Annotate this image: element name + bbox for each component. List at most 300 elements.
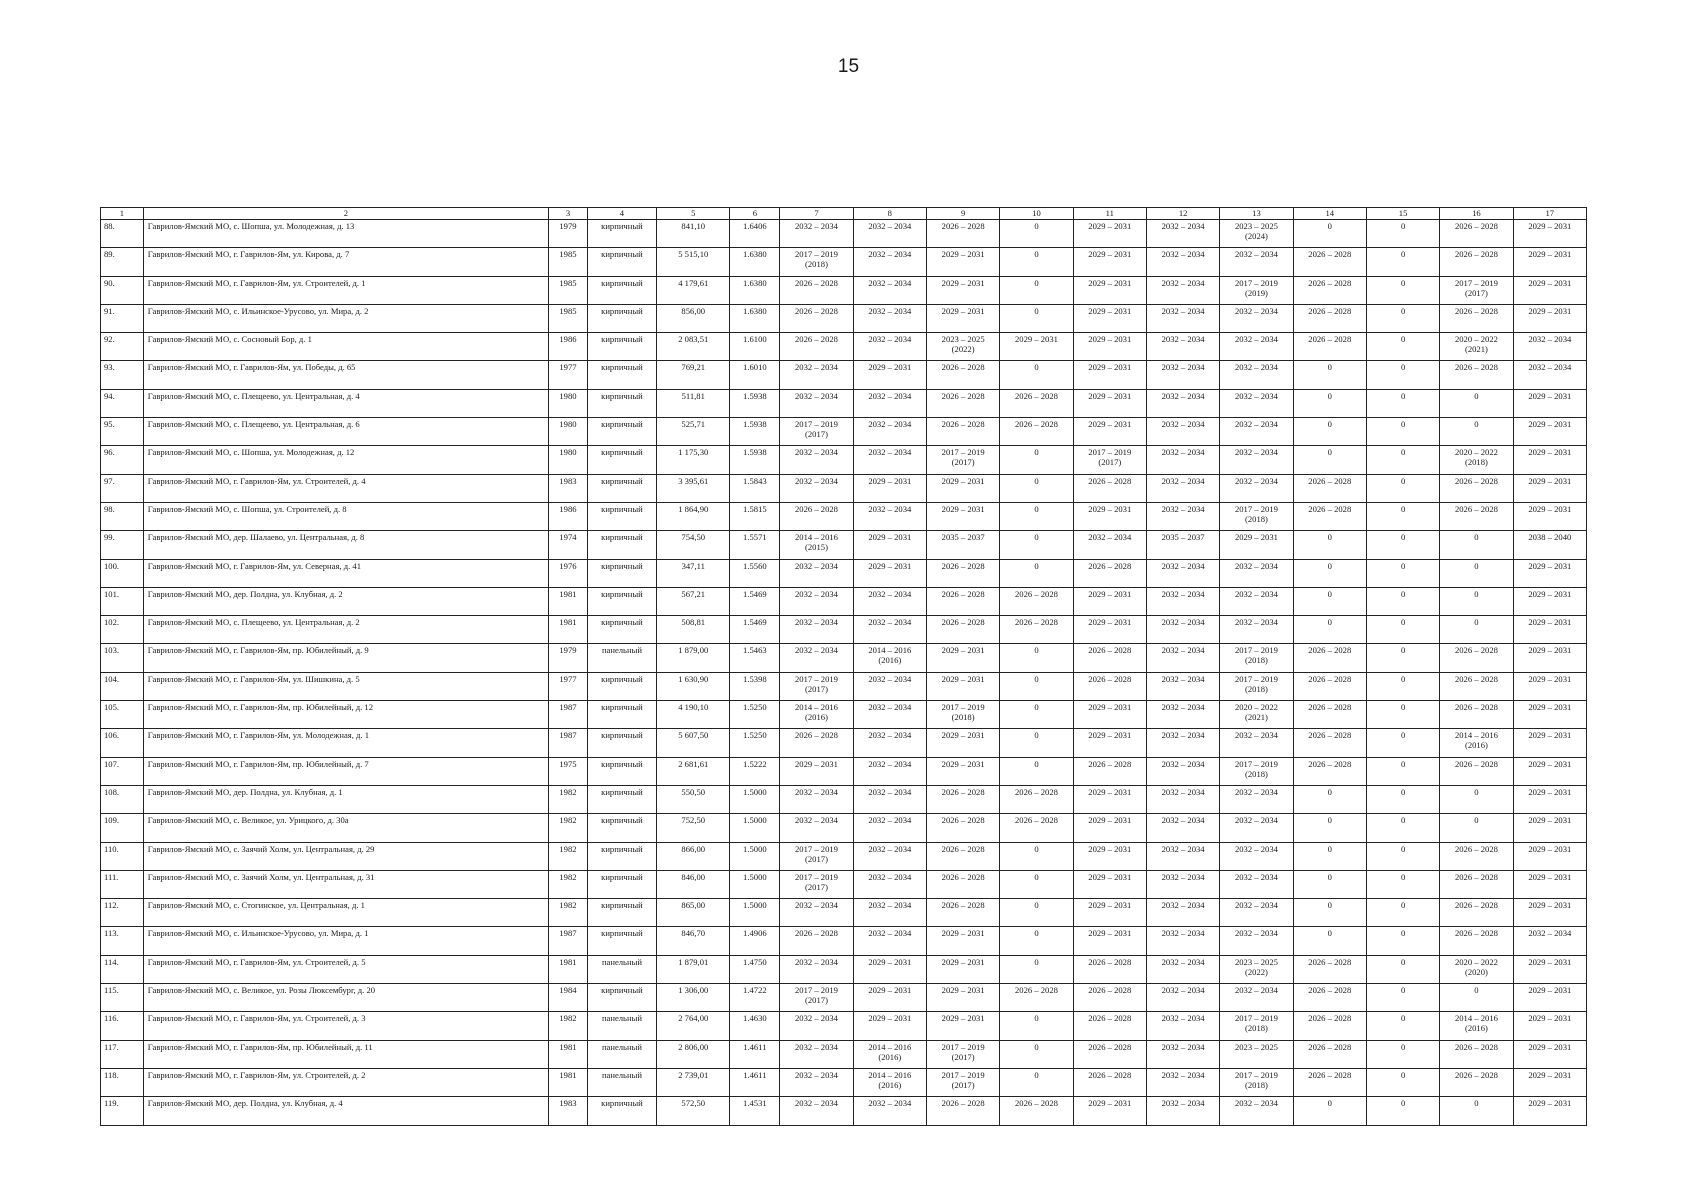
table-cell: 0	[1440, 1097, 1513, 1125]
row-number-cell: 100.	[101, 559, 144, 587]
table-cell: кирпичный	[587, 531, 656, 559]
table-cell: 2026 – 2028	[1440, 644, 1513, 672]
table-cell: 2014 – 2016 (2015)	[780, 531, 853, 559]
table-cell: 2029 – 2031	[853, 474, 926, 502]
table-cell: 1.6406	[730, 220, 780, 248]
table-cell: 2032 – 2034	[1220, 418, 1293, 446]
row-number-cell: 96.	[101, 446, 144, 474]
table-row	[101, 870, 1587, 898]
column-number-9: 9	[926, 208, 999, 220]
table-cell: 2032 – 2034	[1220, 616, 1293, 644]
row-number-cell: 94.	[101, 389, 144, 417]
table-cell: 2032 – 2034	[1220, 361, 1293, 389]
table-cell: 2029 – 2031	[926, 644, 999, 672]
table-cell: 0	[1440, 418, 1513, 446]
column-number-13: 13	[1220, 208, 1293, 220]
table-cell: 1.5000	[730, 842, 780, 870]
table-cell: 1982	[549, 842, 588, 870]
table-cell: 2029 – 2031	[926, 474, 999, 502]
table-cell: 2026 – 2028	[1293, 474, 1366, 502]
table-cell: кирпичный	[587, 870, 656, 898]
table-cell: 2032 – 2034	[1220, 729, 1293, 757]
table-cell: 511,81	[657, 389, 730, 417]
table-row	[101, 333, 1587, 361]
table-cell: 2020 – 2022 (2020)	[1440, 955, 1513, 983]
table-cell: 1983	[549, 1097, 588, 1125]
row-number-cell: 108.	[101, 785, 144, 813]
table-cell: кирпичный	[587, 899, 656, 927]
table-cell: 1974	[549, 531, 588, 559]
table-cell: 2023 – 2025 (2024)	[1220, 220, 1293, 248]
table-cell: 1985	[549, 304, 588, 332]
table-cell: 769,21	[657, 361, 730, 389]
table-cell: 2029 – 2031	[1513, 418, 1586, 446]
table-cell: 2032 – 2034	[1220, 927, 1293, 955]
table-row	[101, 927, 1587, 955]
table-cell: 1 630,90	[657, 672, 730, 700]
table-cell: 846,00	[657, 870, 730, 898]
table-cell: 2029 – 2031	[1513, 729, 1586, 757]
column-number-4: 4	[587, 208, 656, 220]
table-cell: 1981	[549, 587, 588, 615]
table-cell: 2023 – 2025	[1220, 1040, 1293, 1068]
table-cell: 2026 – 2028	[926, 842, 999, 870]
table-cell: 0	[1293, 389, 1366, 417]
table-cell: 2026 – 2028	[1440, 842, 1513, 870]
table-cell: 2032 – 2034	[853, 587, 926, 615]
column-number-8: 8	[853, 208, 926, 220]
table-cell: кирпичный	[587, 446, 656, 474]
table-cell: 2026 – 2028	[926, 1097, 999, 1125]
address-cell: Гаврилов-Ямский МО, г. Гаврилов-Ям, ул. Строителей, д. 1	[143, 276, 548, 304]
table-cell: 2026 – 2028	[1293, 672, 1366, 700]
table-cell: 2026 – 2028	[1440, 474, 1513, 502]
table-cell: 1 879,00	[657, 644, 730, 672]
table-cell: 2032 – 2034	[853, 701, 926, 729]
table-cell: 0	[1366, 587, 1439, 615]
row-number-cell: 110.	[101, 842, 144, 870]
table-cell: 2026 – 2028	[1000, 785, 1073, 813]
table-cell: 2029 – 2031	[926, 955, 999, 983]
table-cell: 2026 – 2028	[1440, 502, 1513, 530]
table-cell: 0	[1000, 220, 1073, 248]
table-cell: кирпичный	[587, 248, 656, 276]
table-cell: 2026 – 2028	[1293, 1068, 1366, 1096]
address-cell: Гаврилов-Ямский МО, г. Гаврилов-Ям, ул. Победы, д. 65	[143, 361, 548, 389]
table-cell: 0	[1000, 842, 1073, 870]
table-cell: 2029 – 2031	[1513, 785, 1586, 813]
table-cell: 2032 – 2034	[780, 220, 853, 248]
table-cell: панельный	[587, 955, 656, 983]
table-cell: кирпичный	[587, 418, 656, 446]
table-cell: кирпичный	[587, 729, 656, 757]
table-cell: 2029 – 2031	[853, 559, 926, 587]
row-number-cell: 98.	[101, 502, 144, 530]
table-cell: 0	[1366, 955, 1439, 983]
table-cell: 2029 – 2031	[853, 1012, 926, 1040]
table-cell: 2026 – 2028	[1440, 870, 1513, 898]
table-cell: 1.4611	[730, 1040, 780, 1068]
table-cell: 2029 – 2031	[1513, 842, 1586, 870]
table-cell: 550,50	[657, 785, 730, 813]
table-cell: 0	[1366, 672, 1439, 700]
table-cell: 0	[1366, 870, 1439, 898]
table-cell: 0	[1366, 333, 1439, 361]
column-number-3: 3	[549, 208, 588, 220]
table-cell: 0	[1000, 502, 1073, 530]
table-cell: 2026 – 2028	[1440, 1068, 1513, 1096]
table-cell: 2029 – 2031	[1073, 842, 1146, 870]
table-cell: 1.6380	[730, 304, 780, 332]
table-cell: 2029 – 2031	[926, 672, 999, 700]
table-cell: 1.4531	[730, 1097, 780, 1125]
table-row	[101, 531, 1587, 559]
address-cell: Гаврилов-Ямский МО, с. Заячий Холм, ул. Центральная, д. 31	[143, 870, 548, 898]
address-cell: Гаврилов-Ямский МО, дер. Шалаево, ул. Центральная, д. 8	[143, 531, 548, 559]
table-cell: 2014 – 2016 (2016)	[1440, 729, 1513, 757]
table-cell: 0	[1366, 304, 1439, 332]
table-cell: 2032 – 2034	[780, 474, 853, 502]
column-number-6: 6	[730, 208, 780, 220]
table-cell: 2032 – 2034	[780, 899, 853, 927]
table-row	[101, 1097, 1587, 1125]
table-cell: 1976	[549, 559, 588, 587]
table-cell: кирпичный	[587, 474, 656, 502]
row-number-cell: 119.	[101, 1097, 144, 1125]
table-cell: 2032 – 2034	[1146, 814, 1219, 842]
table-cell: 2032 – 2034	[1513, 927, 1586, 955]
row-number-cell: 105.	[101, 701, 144, 729]
table-cell: кирпичный	[587, 361, 656, 389]
table-cell: 2029 – 2031	[1220, 531, 1293, 559]
table-cell: 0	[1366, 757, 1439, 785]
table-cell: 2029 – 2031	[1073, 389, 1146, 417]
table-cell: 2032 – 2034	[780, 361, 853, 389]
address-cell: Гаврилов-Ямский МО, г. Гаврилов-Ям, пр. Юбилейный, д. 7	[143, 757, 548, 785]
table-cell: 2032 – 2034	[1146, 842, 1219, 870]
table-cell: 2032 – 2034	[1146, 333, 1219, 361]
table-cell: 1.5000	[730, 814, 780, 842]
table-cell: 2026 – 2028	[1293, 729, 1366, 757]
table-cell: 0	[1000, 1012, 1073, 1040]
table-cell: 4 190,10	[657, 701, 730, 729]
table-cell: 2032 – 2034	[780, 644, 853, 672]
table-cell: кирпичный	[587, 502, 656, 530]
table-cell: 2029 – 2031	[1513, 870, 1586, 898]
column-number-16: 16	[1440, 208, 1513, 220]
table-cell: 1.6380	[730, 248, 780, 276]
table-cell: 1981	[549, 1040, 588, 1068]
table-cell: 2026 – 2028	[1073, 672, 1146, 700]
table-cell: 2032 – 2034	[1513, 333, 1586, 361]
row-number-cell: 118.	[101, 1068, 144, 1096]
table-cell: 0	[1000, 757, 1073, 785]
table-cell: 1975	[549, 757, 588, 785]
table-cell: 2026 – 2028	[1073, 955, 1146, 983]
table-cell: 1 879,01	[657, 955, 730, 983]
table-cell: 525,71	[657, 418, 730, 446]
table-cell: 0	[1000, 361, 1073, 389]
address-cell: Гаврилов-Ямский МО, с. Сосновый Бор, д. 1	[143, 333, 548, 361]
table-cell: 0	[1000, 1068, 1073, 1096]
table-cell: 2029 – 2031	[1513, 248, 1586, 276]
table-cell: 2029 – 2031	[1513, 276, 1586, 304]
column-number-row	[101, 208, 1587, 220]
table-cell: 0	[1366, 984, 1439, 1012]
table-row	[101, 1012, 1587, 1040]
table-cell: 2029 – 2031	[1073, 304, 1146, 332]
row-number-cell: 99.	[101, 531, 144, 559]
table-cell: 2032 – 2034	[853, 757, 926, 785]
table-cell: 1979	[549, 644, 588, 672]
table-cell: кирпичный	[587, 785, 656, 813]
table-cell: 2032 – 2034	[1146, 1068, 1219, 1096]
table-cell: 1.5560	[730, 559, 780, 587]
table-cell: 2029 – 2031	[1073, 587, 1146, 615]
table-row	[101, 729, 1587, 757]
table-cell: кирпичный	[587, 389, 656, 417]
table-cell: 2029 – 2031	[926, 984, 999, 1012]
table-cell: 2032 – 2034	[1220, 785, 1293, 813]
table-cell: 2026 – 2028	[1000, 1097, 1073, 1125]
table-cell: 5 607,50	[657, 729, 730, 757]
column-number-15: 15	[1366, 208, 1439, 220]
table-cell: 2014 – 2016 (2016)	[853, 1040, 926, 1068]
table-cell: 0	[1366, 842, 1439, 870]
table-cell: 2032 – 2034	[1146, 616, 1219, 644]
address-cell: Гаврилов-Ямский МО, дер. Полдна, ул. Клубная, д. 1	[143, 785, 548, 813]
table-cell: 2026 – 2028	[926, 616, 999, 644]
table-cell: 1.5938	[730, 389, 780, 417]
table-cell: 866,00	[657, 842, 730, 870]
table-cell: 2026 – 2028	[926, 870, 999, 898]
table-cell: 0	[1000, 672, 1073, 700]
table-cell: 2029 – 2031	[1513, 984, 1586, 1012]
table-cell: 2032 – 2034	[780, 587, 853, 615]
table-cell: 1.5469	[730, 587, 780, 615]
table-cell: 3 395,61	[657, 474, 730, 502]
address-cell: Гаврилов-Ямский МО, г. Гаврилов-Ям, ул. Строителей, д. 2	[143, 1068, 548, 1096]
table-cell: 2026 – 2028	[926, 418, 999, 446]
table-cell: 2029 – 2031	[1073, 333, 1146, 361]
row-number-cell: 113.	[101, 927, 144, 955]
table-cell: 1.4611	[730, 1068, 780, 1096]
address-cell: Гаврилов-Ямский МО, с. Шопша, ул. Молодежная, д. 13	[143, 220, 548, 248]
table-cell: 0	[1366, 531, 1439, 559]
table-cell: 2032 – 2034	[1220, 587, 1293, 615]
table-cell: 0	[1000, 729, 1073, 757]
table-cell: 5 515,10	[657, 248, 730, 276]
table-cell: 2029 – 2031	[1513, 814, 1586, 842]
table-cell: кирпичный	[587, 842, 656, 870]
table-cell: 2026 – 2028	[780, 502, 853, 530]
table-cell: 2032 – 2034	[780, 1012, 853, 1040]
table-cell: 2026 – 2028	[926, 220, 999, 248]
table-row	[101, 1040, 1587, 1068]
table-cell: 2026 – 2028	[780, 333, 853, 361]
table-cell: 2032 – 2034	[1220, 899, 1293, 927]
table-cell: 1987	[549, 729, 588, 757]
address-cell: Гаврилов-Ямский МО, с. Ильинское-Урусово, ул. Мира, д. 1	[143, 927, 548, 955]
table-cell: 2032 – 2034	[1220, 389, 1293, 417]
table-cell: 2029 – 2031	[926, 757, 999, 785]
table-cell: 2032 – 2034	[853, 785, 926, 813]
table-cell: кирпичный	[587, 587, 656, 615]
table-cell: 2020 – 2022 (2018)	[1440, 446, 1513, 474]
table-cell: 2035 – 2037	[926, 531, 999, 559]
table-row	[101, 248, 1587, 276]
table-row	[101, 644, 1587, 672]
table-cell: 2023 – 2025 (2022)	[926, 333, 999, 361]
table-cell: 2032 – 2034	[1220, 842, 1293, 870]
table-cell: 2026 – 2028	[926, 389, 999, 417]
table-cell: 2029 – 2031	[1073, 502, 1146, 530]
table-cell: 2029 – 2031	[1513, 389, 1586, 417]
table-cell: 2029 – 2031	[1513, 446, 1586, 474]
table-cell: 846,70	[657, 927, 730, 955]
table-cell: 2017 – 2019 (2017)	[926, 1040, 999, 1068]
row-number-cell: 104.	[101, 672, 144, 700]
row-number-cell: 102.	[101, 616, 144, 644]
table-cell: 2026 – 2028	[1293, 644, 1366, 672]
table-cell: 2032 – 2034	[1146, 587, 1219, 615]
table-cell: 2029 – 2031	[926, 248, 999, 276]
address-cell: Гаврилов-Ямский МО, г. Гаврилов-Ям, ул. Шишкина, д. 5	[143, 672, 548, 700]
address-cell: Гаврилов-Ямский МО, г. Гаврилов-Ям, ул. Строителей, д. 4	[143, 474, 548, 502]
address-cell: Гаврилов-Ямский МО, г. Гаврилов-Ям, ул. Строителей, д. 5	[143, 955, 548, 983]
table-cell: 2032 – 2034	[1146, 418, 1219, 446]
table-cell: 0	[1366, 248, 1439, 276]
table-cell: 2014 – 2016 (2016)	[780, 701, 853, 729]
table-cell: 0	[1366, 418, 1439, 446]
table-cell: 1 306,00	[657, 984, 730, 1012]
table-cell: 1985	[549, 248, 588, 276]
table-cell: 2032 – 2034	[1146, 870, 1219, 898]
table-cell: 0	[1366, 814, 1439, 842]
table-cell: панельный	[587, 644, 656, 672]
table-cell: 1.5000	[730, 870, 780, 898]
row-number-cell: 107.	[101, 757, 144, 785]
table-cell: 841,10	[657, 220, 730, 248]
address-cell: Гаврилов-Ямский МО, г. Гаврилов-Ям, ул. Северная, д. 41	[143, 559, 548, 587]
table-cell: 2032 – 2034	[1146, 389, 1219, 417]
table-cell: 2032 – 2034	[780, 1040, 853, 1068]
table-row	[101, 389, 1587, 417]
table-cell: 2032 – 2034	[1146, 559, 1219, 587]
table-cell: 2032 – 2034	[853, 333, 926, 361]
table-cell: 2032 – 2034	[853, 729, 926, 757]
table-cell: 2026 – 2028	[1293, 502, 1366, 530]
table-cell: 1987	[549, 701, 588, 729]
address-cell: Гаврилов-Ямский МО, с. Плещеево, ул. Центральная, д. 4	[143, 389, 548, 417]
table-cell: 2029 – 2031	[1513, 559, 1586, 587]
table-cell: 1.6100	[730, 333, 780, 361]
table-cell: 2029 – 2031	[1073, 248, 1146, 276]
table-cell: 2029 – 2031	[1073, 785, 1146, 813]
table-cell: 2026 – 2028	[1293, 1040, 1366, 1068]
table-cell: 1981	[549, 616, 588, 644]
table-cell: 2032 – 2034	[853, 276, 926, 304]
table-cell: 2035 – 2037	[1146, 531, 1219, 559]
table-body	[101, 220, 1587, 1126]
table-cell: 2026 – 2028	[1440, 1040, 1513, 1068]
table-cell: 1986	[549, 502, 588, 530]
table-cell: кирпичный	[587, 701, 656, 729]
table-cell: 2014 – 2016 (2016)	[853, 644, 926, 672]
table-cell: 508,81	[657, 616, 730, 644]
table-cell: 2026 – 2028	[1073, 644, 1146, 672]
table-cell: 0	[1000, 899, 1073, 927]
table-row	[101, 304, 1587, 332]
table-cell: 2017 – 2019 (2017)	[926, 1068, 999, 1096]
table-cell: 1.5938	[730, 418, 780, 446]
table-cell: 2032 – 2034	[853, 446, 926, 474]
table-cell: 1.4906	[730, 927, 780, 955]
table-cell: 0	[1440, 559, 1513, 587]
table-cell: 0	[1000, 276, 1073, 304]
table-cell: 1980	[549, 418, 588, 446]
table-cell: 2032 – 2034	[853, 248, 926, 276]
table-cell: 2017 – 2019 (2018)	[1220, 644, 1293, 672]
table-cell: 2032 – 2034	[1220, 559, 1293, 587]
table-row	[101, 984, 1587, 1012]
table-cell: 0	[1293, 220, 1366, 248]
table-cell: 2032 – 2034	[1220, 1097, 1293, 1125]
table-cell: 2029 – 2031	[1000, 333, 1073, 361]
table-cell: 2029 – 2031	[1073, 729, 1146, 757]
table-cell: 2017 – 2019 (2017)	[1440, 276, 1513, 304]
table-cell: 2029 – 2031	[926, 729, 999, 757]
table-cell: 752,50	[657, 814, 730, 842]
table-cell: 2026 – 2028	[1073, 1068, 1146, 1096]
column-number-17: 17	[1513, 208, 1586, 220]
column-number-2: 2	[143, 208, 548, 220]
table-cell: 0	[1000, 870, 1073, 898]
table-cell: 2032 – 2034	[853, 418, 926, 446]
table-cell: 2032 – 2034	[1220, 333, 1293, 361]
table-cell: 2029 – 2031	[1073, 899, 1146, 927]
table-cell: 2032 – 2034	[780, 955, 853, 983]
table-cell: 865,00	[657, 899, 730, 927]
table-cell: 1980	[549, 446, 588, 474]
table-cell: 2026 – 2028	[1293, 984, 1366, 1012]
table-cell: кирпичный	[587, 1097, 656, 1125]
table-cell: 2032 – 2034	[1220, 814, 1293, 842]
table-cell: 2026 – 2028	[1073, 474, 1146, 502]
table-cell: 2017 – 2019 (2017)	[780, 870, 853, 898]
address-cell: Гаврилов-Ямский МО, с. Ильинское-Урусово, ул. Мира, д. 2	[143, 304, 548, 332]
table-cell: 2032 – 2034	[853, 899, 926, 927]
table-cell: 347,11	[657, 559, 730, 587]
table-cell: кирпичный	[587, 276, 656, 304]
table-cell: 2029 – 2031	[1513, 1068, 1586, 1096]
table-cell: 1.5398	[730, 672, 780, 700]
table-cell: 1.4722	[730, 984, 780, 1012]
table-cell: 754,50	[657, 531, 730, 559]
address-cell: Гаврилов-Ямский МО, с. Великое, ул. Урицкого, д. 30а	[143, 814, 548, 842]
table-cell: 0	[1293, 587, 1366, 615]
table-cell: 0	[1366, 361, 1439, 389]
table-row	[101, 474, 1587, 502]
table-cell: 2026 – 2028	[926, 899, 999, 927]
table-cell: 2029 – 2031	[1513, 1097, 1586, 1125]
table-cell: 2029 – 2031	[926, 927, 999, 955]
table-cell: 0	[1440, 587, 1513, 615]
table-cell: кирпичный	[587, 333, 656, 361]
table-cell: 2017 – 2019 (2017)	[780, 842, 853, 870]
table-cell: 572,50	[657, 1097, 730, 1125]
row-number-cell: 90.	[101, 276, 144, 304]
